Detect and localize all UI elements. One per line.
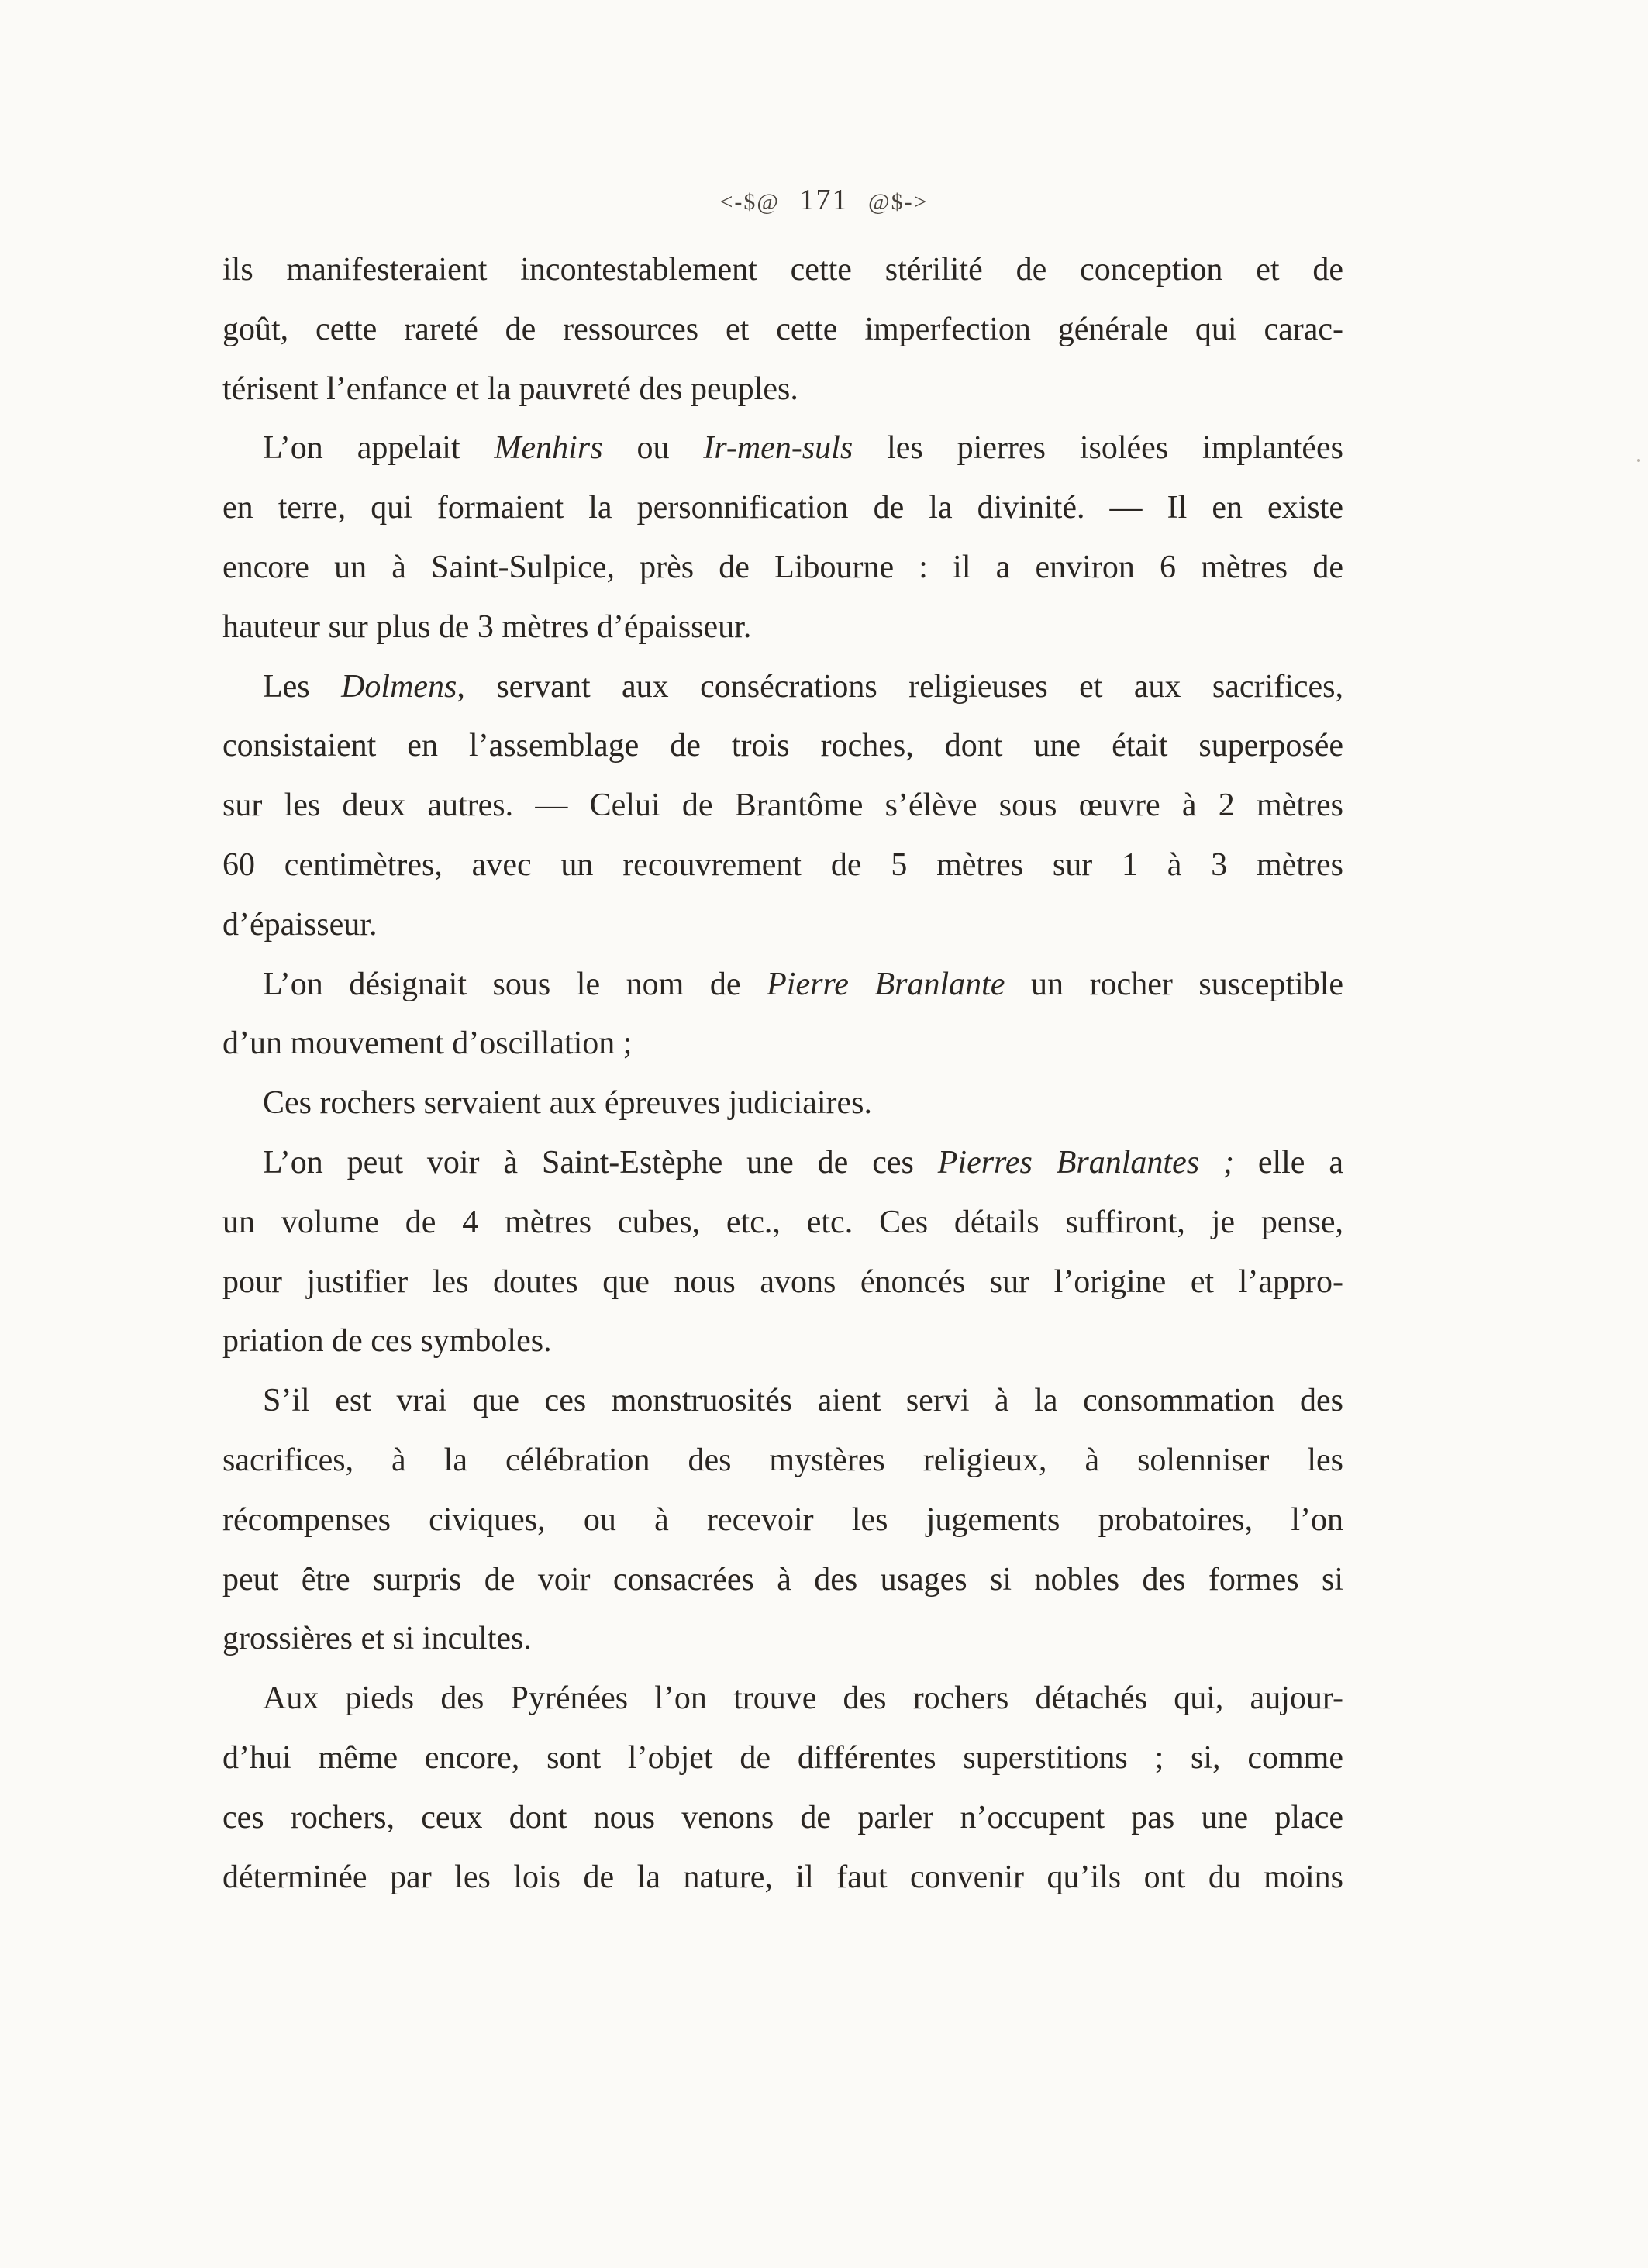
- text-line: [222, 478, 1343, 538]
- text-line: [222, 300, 1343, 360]
- italic-term: Ir-men-suls: [703, 430, 853, 467]
- text-run: encore un à Saint-Sulpice, près de Libourne : il a environ 6 mètres de: [222, 549, 1343, 585]
- text-run: d’un mouvement d’oscillation ;: [222, 1025, 633, 1062]
- italic-term: Dolmens: [341, 668, 457, 705]
- text-run: S’il est vrai que ces monstruosités aient servi à la consommation des: [263, 1383, 1343, 1419]
- text-line: [222, 1609, 1343, 1669]
- italic-term: Pierre Branlante: [767, 966, 1005, 1002]
- text-run: sur les deux autres. — Celui de Brantôme s’élève sous œuvre à 2 mètres: [222, 788, 1343, 824]
- body-text: [222, 240, 1343, 1907]
- text-line: [222, 1312, 1343, 1371]
- text-run: L’on désignait sous le nom de: [263, 966, 767, 1002]
- text-run: d’épaisseur.: [222, 906, 378, 943]
- page-number: 171: [799, 184, 849, 216]
- text-line: [222, 1788, 1343, 1848]
- text-run: en terre, qui formaient la personnification de la divinité. — Il en existe: [222, 490, 1343, 526]
- text-line: [222, 776, 1343, 836]
- text-line: [222, 1133, 1343, 1193]
- italic-term: Menhirs: [494, 430, 603, 467]
- text-line: [222, 1431, 1343, 1491]
- text-line: [222, 955, 1343, 1015]
- text-run: L’on appelait: [263, 430, 495, 467]
- italic-term: Pierres Branlantes ;: [937, 1144, 1234, 1181]
- text-line: [222, 1014, 1343, 1074]
- text-run: térisent l’enfance et la pauvreté des peuples.: [222, 371, 798, 407]
- text-run: ou: [602, 430, 704, 467]
- text-run: Ces rochers servaient aux épreuves judiciaires.: [263, 1085, 873, 1122]
- text-line: [222, 1729, 1343, 1788]
- text-run: elle a: [1233, 1144, 1343, 1181]
- text-run: d’hui même encore, sont l’objet de différentes superstitions ; si, comme: [222, 1739, 1343, 1776]
- text-run: pour justifier les doutes que nous avons énoncés sur l’origine et l’appro-: [222, 1263, 1343, 1300]
- text-run: hauteur sur plus de 3 mètres d’épaisseur.: [222, 608, 752, 645]
- text-line: [222, 1074, 1343, 1133]
- text-line: [222, 240, 1343, 300]
- text-run: ces rochers, ceux dont nous venons de parler n’occupent pas une place: [222, 1799, 1343, 1835]
- text-run: , servant aux consécrations religieuses et aux sacrifices,: [457, 668, 1343, 705]
- ornament-left: <-$@: [719, 189, 780, 215]
- text-run: goût, cette rareté de ressources et cette imperfection générale qui carac-: [222, 311, 1343, 347]
- text-run: sacrifices, à la célébration des mystères religieux, à solenniser les: [222, 1442, 1343, 1478]
- text-run: les pierres isolées implantées: [853, 430, 1344, 467]
- text-run: 60 centimètres, avec un recouvrement de 5 mètres sur 1 à 3 mètres: [222, 846, 1343, 883]
- text-run: priation de ces symboles.: [222, 1323, 552, 1360]
- text-line: [222, 1371, 1343, 1431]
- text-line: [222, 1848, 1343, 1908]
- text-line: [222, 895, 1343, 955]
- text-run: consistaient en l’assemblage de trois roches, dont une était superposée: [222, 728, 1343, 764]
- text-run: grossières et si incultes.: [222, 1621, 532, 1657]
- text-run: un volume de 4 mètres cubes, etc., etc. Ces détails suffiront, je pense,: [222, 1204, 1343, 1240]
- paper-speck: [1637, 459, 1640, 462]
- text-line: [222, 1669, 1343, 1729]
- text-line: [222, 1193, 1343, 1253]
- text-run: déterminée par les lois de la nature, il faut convenir qu’ils ont du moins: [222, 1859, 1343, 1895]
- text-line: [222, 1253, 1343, 1312]
- text-run: Aux pieds des Pyrénées l’on trouve des rochers détachés qui, aujour-: [263, 1680, 1343, 1717]
- text-line: [222, 716, 1343, 776]
- text-run: un rocher susceptible: [1005, 966, 1344, 1002]
- text-line: [222, 538, 1343, 598]
- text-run: récompenses civiques, ou à recevoir les jugements probatoires, l’on: [222, 1501, 1343, 1538]
- text-line: [222, 657, 1343, 717]
- text-line: [222, 1550, 1343, 1610]
- text-run: peut être surpris de voir consacrées à des usages si nobles des formes si: [222, 1561, 1343, 1598]
- text-run: L’on peut voir à Saint-Estèphe une de ces: [263, 1144, 938, 1181]
- text-line: [222, 836, 1343, 895]
- ornament-right: @$->: [868, 189, 929, 215]
- text-line: [222, 360, 1343, 419]
- text-line: [222, 598, 1343, 657]
- text-line: [222, 1491, 1343, 1550]
- text-run: Les: [263, 668, 342, 705]
- text-run: ils manifesteraient incontestablement cette stérilité de conception et de: [222, 252, 1343, 288]
- text-line: [222, 419, 1343, 478]
- page-header: [0, 183, 1648, 217]
